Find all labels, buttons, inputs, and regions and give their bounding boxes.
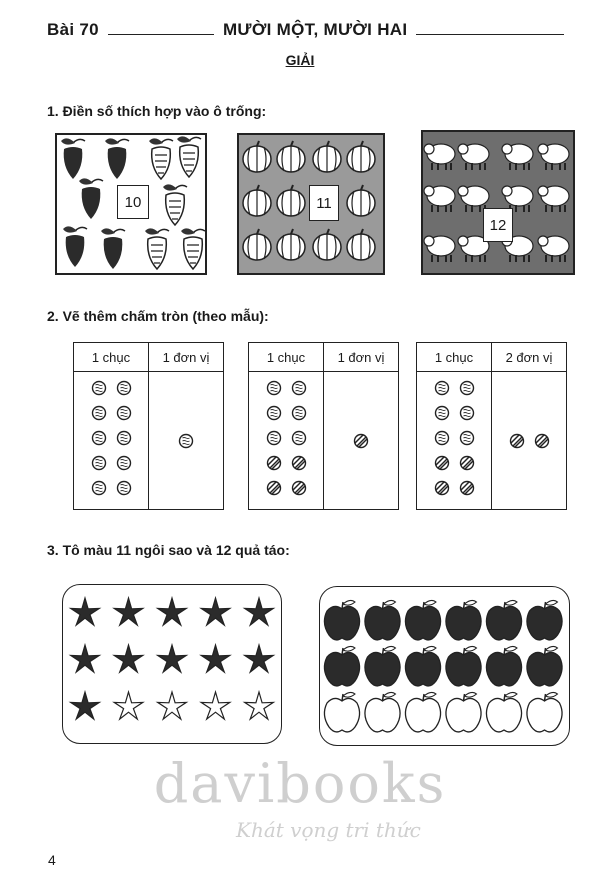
dotted-dot [116, 430, 132, 446]
colored-apple[interactable] [365, 600, 400, 640]
tens-cell[interactable] [74, 372, 149, 510]
colored-star[interactable] [114, 645, 143, 672]
tens-units-table [416, 342, 567, 510]
colored-star[interactable] [245, 598, 274, 625]
tens-cell[interactable] [249, 372, 324, 510]
grapes-count-box[interactable]: 10 [117, 185, 149, 219]
uncolored-star[interactable] [245, 692, 274, 719]
dotted-dot [91, 430, 107, 446]
tens-units-table [73, 342, 224, 510]
dotted-dot [116, 455, 132, 471]
dotted-dot [266, 430, 282, 446]
dotted-dot [266, 405, 282, 421]
tens-header: 1 chục [417, 343, 492, 372]
question-2-label: 2. Vẽ thêm chấm tròn (theo mẫu): [47, 308, 269, 324]
colored-apple[interactable] [365, 646, 400, 686]
striped-dot [459, 480, 475, 496]
tens-cell[interactable] [417, 372, 492, 510]
dotted-dot [91, 455, 107, 471]
striped-dot [509, 433, 525, 449]
striped-dot [266, 455, 282, 471]
dotted-dot [291, 380, 307, 396]
dotted-dot [116, 480, 132, 496]
colored-star[interactable] [71, 645, 100, 672]
question-3-label: 3. Tô màu 11 ngôi sao và 12 quả táo: [47, 542, 290, 558]
uncolored-apple[interactable] [486, 692, 521, 732]
sheep-illustration [423, 132, 573, 273]
striped-dot [434, 480, 450, 496]
colored-apple[interactable] [405, 646, 440, 686]
colored-star[interactable] [158, 645, 187, 672]
units-cell[interactable] [492, 372, 567, 510]
units-header: 2 đơn vị [492, 343, 567, 372]
sheep-picture-box [421, 130, 575, 275]
page-number: 4 [48, 852, 56, 868]
uncolored-apple[interactable] [446, 692, 481, 732]
watermark-brand: davibooks [153, 752, 447, 815]
stars-tray [62, 584, 282, 744]
colored-apple[interactable] [446, 600, 481, 640]
tens-header: 1 chục [74, 343, 149, 372]
grapes-picture-box [55, 133, 207, 275]
striped-dot [291, 455, 307, 471]
colored-star[interactable] [158, 598, 187, 625]
uncolored-apple[interactable] [527, 692, 562, 732]
header-rule [108, 33, 214, 35]
question-1-label: 1. Điền số thích hợp vào ô trống: [47, 103, 267, 119]
colored-apple[interactable] [486, 646, 521, 686]
units-cell[interactable] [149, 372, 224, 510]
striped-dot [291, 480, 307, 496]
colored-star[interactable] [245, 645, 274, 672]
tens-header: 1 chục [249, 343, 324, 372]
watermark-tagline: Khát vọng tri thức [236, 818, 421, 842]
striped-dot [434, 455, 450, 471]
lesson-header [47, 20, 568, 40]
dotted-dot [459, 380, 475, 396]
units-header: 1 đơn vị [324, 343, 399, 372]
striped-dot [353, 433, 369, 449]
uncolored-apple[interactable] [324, 692, 359, 732]
colored-star[interactable] [71, 598, 100, 625]
striped-dot [534, 433, 550, 449]
dotted-dot [178, 433, 194, 449]
dotted-dot [291, 405, 307, 421]
dotted-dot [434, 405, 450, 421]
uncolored-apple[interactable] [405, 692, 440, 732]
pumpkins-count-box[interactable]: 11 [309, 185, 339, 221]
dotted-dot [91, 480, 107, 496]
colored-apple[interactable] [486, 600, 521, 640]
pumpkins-picture-box [237, 133, 385, 275]
dotted-dot [459, 405, 475, 421]
colored-star[interactable] [71, 692, 100, 719]
uncolored-star[interactable] [114, 692, 143, 719]
dotted-dot [459, 430, 475, 446]
tens-units-table [248, 342, 399, 510]
apples-tray [319, 586, 570, 746]
dotted-dot [291, 430, 307, 446]
colored-apple[interactable] [527, 646, 562, 686]
colored-star[interactable] [114, 598, 143, 625]
sheep-count-box[interactable]: 12 [483, 208, 513, 242]
striped-dot [266, 480, 282, 496]
colored-star[interactable] [201, 598, 230, 625]
uncolored-star[interactable] [158, 692, 187, 719]
colored-apple[interactable] [324, 600, 359, 640]
dotted-dot [116, 405, 132, 421]
solution-heading: GIẢI [285, 52, 315, 68]
lesson-title: MƯỜI MỘT, MƯỜI HAI [222, 20, 408, 39]
dotted-dot [91, 405, 107, 421]
dotted-dot [91, 380, 107, 396]
colored-apple[interactable] [446, 646, 481, 686]
apples-grid [320, 587, 567, 743]
dotted-dot [434, 380, 450, 396]
units-header: 1 đơn vị [149, 343, 224, 372]
lesson-number: Bài 70 [47, 20, 99, 39]
dotted-dot [116, 380, 132, 396]
stars-grid [63, 585, 279, 741]
dotted-dot [266, 380, 282, 396]
striped-dot [459, 455, 475, 471]
units-cell[interactable] [324, 372, 399, 510]
dotted-dot [434, 430, 450, 446]
uncolored-apple[interactable] [365, 692, 400, 732]
header-rule [416, 33, 564, 35]
colored-apple[interactable] [527, 600, 562, 640]
colored-star[interactable] [201, 645, 230, 672]
colored-apple[interactable] [324, 646, 359, 686]
uncolored-star[interactable] [201, 692, 230, 719]
colored-apple[interactable] [405, 600, 440, 640]
